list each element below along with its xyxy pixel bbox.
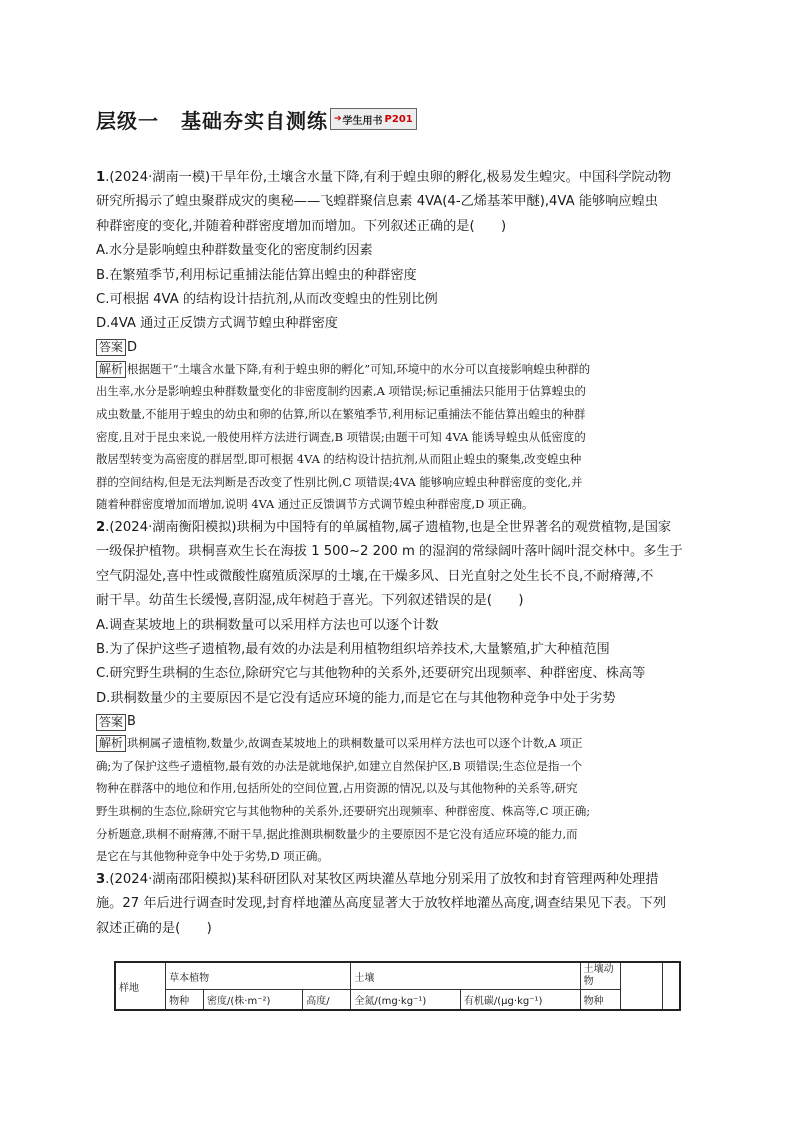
question-stem-line: 种群密度的变化,并随着种群密度增加而增加。下列叙述正确的是( ) xyxy=(96,218,507,234)
survey-table xyxy=(114,961,681,1011)
explanation-line: 解析 珙桐属孑遗植物,数量少,故调查某坡地上的珙桐数量可以采用样方法也可以逐个计数,A 项正 xyxy=(96,732,696,755)
reference-label: 学生用书 xyxy=(342,115,383,127)
explanation-line: 出生率,水分是影响蝗虫种群数量变化的非密度制约因素,A 项错误;标记重捕法只能用于估算蝗虫的 xyxy=(96,384,586,399)
table-empty-cell xyxy=(620,962,662,1010)
table-empty-cell xyxy=(662,962,680,1010)
textbook-reference-badge[interactable] xyxy=(330,108,417,130)
table-subheader-cell: 物种 xyxy=(166,990,204,1011)
reference-page: P201 xyxy=(384,113,413,125)
question-3 xyxy=(96,868,696,941)
question-stem-line: 叙述正确的是( ) xyxy=(96,920,212,936)
answer-row xyxy=(96,338,696,358)
question-number: 1 xyxy=(96,170,106,185)
table-subheader-cell: 密度/(株·m⁻²) xyxy=(204,990,303,1011)
question-2 xyxy=(96,516,696,868)
explanation-tag: 解析 xyxy=(96,735,126,752)
table-subheader-row xyxy=(115,990,680,1011)
answer-tag: 答案 xyxy=(96,714,126,731)
table-header-cell: 样地 xyxy=(115,962,166,1010)
answer-value: D xyxy=(127,339,138,355)
answer-row xyxy=(96,712,696,732)
explanation-tag: 解析 xyxy=(96,361,126,378)
question-stem-line: 1.(2024·湖南一模)干旱年份,土壤含水量下降,有利于蝗虫卵的孵化,极易发生蝗灾。中国科学院动物 xyxy=(96,170,672,185)
explanation-line: 群的空间结构,但是无法判断是否改变了性别比例,C 项错误;4VA 能够响应蝗虫种群密度的变化,并 xyxy=(96,474,583,489)
explanation-line: 密度,且对于昆虫来说,一般使用样方法进行调查,B 项错误;由题干可知 4VA 能诱导蝗虫从低密度的 xyxy=(96,429,586,444)
answer-value: B xyxy=(127,714,136,730)
table-subheader-cell: 物种 xyxy=(580,990,620,1011)
option-b: B.为了保护这些孑遗植物,最有效的办法是利用植物组织培养技术,大量繁殖,扩大种植范围 xyxy=(96,642,610,658)
table-subheader-cell: 全氮/(mg·kg⁻¹) xyxy=(351,990,461,1011)
arrow-right-icon: ➔ xyxy=(334,114,342,124)
explanation-line: 物种在群落中的地位和作用,包括所处的空间位置,占用资源的情况,以及与其他物种的关系等,研究 xyxy=(96,781,578,796)
table-subheader-cell: 高度/ xyxy=(303,990,351,1011)
question-stem-line: 一级保护植物。珙桐喜欢生长在海拔 1 500~2 200 m 的湿润的常绿阔叶落叶阔叶混交林中。多生于 xyxy=(96,544,683,560)
explanation-line: 分析题意,珙桐不耐瘠薄,不耐干旱,据此推测珙桐数量少的主要原因不是它没有适应环境的能力,而 xyxy=(96,826,578,841)
question-stem-line: 3.(2024·湖南邵阳模拟)某科研团队对某牧区两块灌丛草地分别采用了放牧和封育管理两种处理措 xyxy=(96,871,659,887)
table-header-cell: 草本植物 xyxy=(166,962,351,990)
explanation-line: 是它在与其他物种竞争中处于劣势,D 项正确。 xyxy=(96,849,329,864)
question-list xyxy=(96,166,696,941)
option-a: A.调查某坡地上的珙桐数量可以采用样方法也可以逐个计数 xyxy=(96,617,439,633)
question-number: 3 xyxy=(96,871,106,887)
explanation-line: 野生珙桐的生态位,除研究它与其他物种的关系外,还要研究出现频率、种群密度、株高等,C 项正确; xyxy=(96,804,591,819)
section-heading xyxy=(96,103,417,135)
explanation-line: 随着种群密度增加而增加,说明 4VA 通过正反馈调节方式调节蝗虫种群密度,D 项正确。 xyxy=(96,497,534,512)
explanation-line: 散居型转变为高密度的群居型,即可根据 4VA 的结构设计拮抗剂,从而阻止蝗虫的聚集,改变蝗虫种 xyxy=(96,452,582,467)
question-1 xyxy=(96,166,696,516)
option-a: A.水分是影响蝗虫种群数量变化的密度制约因素 xyxy=(96,243,373,259)
option-c: C.研究野生珙桐的生态位,除研究它与其他物种的关系外,还要研究出现频率、种群密度、株高等 xyxy=(96,666,646,682)
question-stem-line: 施。27 年后进行调查时发现,封育样地灌丛高度显著大于放牧样地灌丛高度,调查结果见下表。下列 xyxy=(96,896,667,912)
question-stem-line: 2.(2024·湖南衡阳模拟)珙桐为中国特有的单属植物,属孑遗植物,也是全世界著名的观赏植物,是国家 xyxy=(96,520,672,535)
option-d: D.4VA 通过正反馈方式调节蝗虫种群密度 xyxy=(96,316,338,332)
option-b: B.在繁殖季节,利用标记重捕法能估算出蝗虫的种群密度 xyxy=(96,267,417,283)
question-stem-line: 研究所揭示了蝗虫聚群成灾的奥秘——飞蝗群聚信息素 4VA(4-乙烯基苯甲醚),4VA 能够响应蝗虫 xyxy=(96,194,658,210)
answer-tag: 答案 xyxy=(96,339,126,356)
table-header-cell: 土壤 xyxy=(351,962,580,990)
option-c: C.可根据 4VA 的结构设计拮抗剂,从而改变蝗虫的性别比例 xyxy=(96,292,438,308)
explanation-line: 解析 根据题干“土壤含水量下降,有利于蝗虫卵的孵化”可知,环境中的水分可以直接影响蝗虫种群的 xyxy=(96,358,696,381)
heading-level: 层级一 xyxy=(96,108,159,133)
question-stem-line: 空气阴湿处,喜中性或微酸性腐殖质深厚的土壤,在干燥多风、日光直射之处生长不良,不耐瘠薄,不 xyxy=(96,568,654,584)
heading-title: 基础夯实自测练 xyxy=(181,108,328,133)
table-header-cell: 土壤动物 xyxy=(580,962,620,990)
explanation-line: 确;为了保护这些孑遗植物,最有效的办法是就地保护,如建立自然保护区,B 项错误;生态位是指一个 xyxy=(96,758,583,773)
table-header-row xyxy=(115,962,680,990)
question-number: 2 xyxy=(96,520,106,535)
table-subheader-cell: 有机碳/(μg·kg⁻¹) xyxy=(460,990,580,1011)
option-d: D.珙桐数量少的主要原因不是它没有适应环境的能力,而是它在与其他物种竞争中处于劣势 xyxy=(96,690,616,706)
question-stem-line: 耐干旱。幼苗生长缓慢,喜阴湿,成年树趋于喜光。下列叙述错误的是( ) xyxy=(96,593,524,609)
explanation-line: 成虫数量,不能用于蝗虫的幼虫和卵的估算,所以在繁殖季节,利用标记重捕法不能估算出蝗虫的种群 xyxy=(96,407,586,422)
